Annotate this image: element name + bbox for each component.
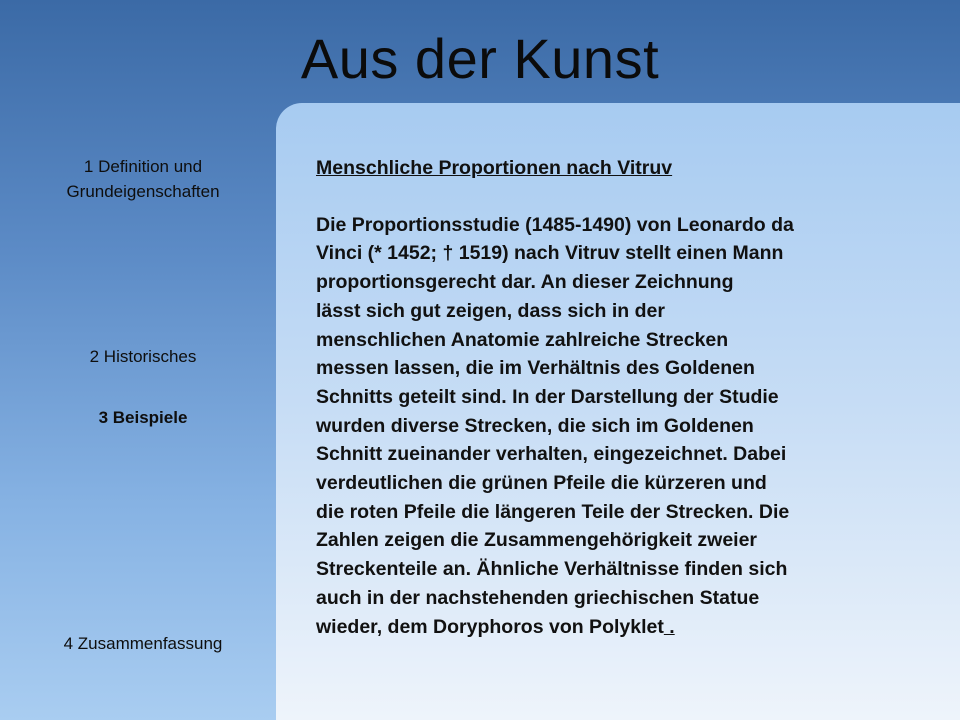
body-paragraph [316,211,916,642]
body-line-last-text: wieder, dem Doryphoros von Polyklet [316,615,664,638]
nav-item-definition-line1: 1 Definition und [83,157,203,176]
body-line: Vinci (* 1452; † 1519) nach Vitruv stellt einen Mann [316,242,784,265]
body-line: menschlichen Anatomie zahlreiche Strecken [316,328,729,351]
body-line: Zahlen zeigen die Zusammengehörigkeit zweier [316,529,758,552]
content-heading: Menschliche Proportionen nach Vitruv [316,157,673,179]
trailing-link[interactable]: . [663,615,675,638]
nav-item-definition-line2: Grundeigenschaften [66,182,220,201]
body-line: Schnitts geteilt sind. In der Darstellung der Studie [316,385,779,408]
slide-title: Aus der Kunst [300,27,660,90]
content-area [316,154,916,641]
body-line: wurden diverse Strecken, die sich im Goldenen [316,414,754,437]
body-line: verdeutlichen die grünen Pfeile die kürzeren und [316,472,767,495]
nav-item-zusammenfassung[interactable]: 4 Zusammenfassung [63,634,223,653]
nav-item-beispiele[interactable]: 3 Beispiele [98,408,188,427]
body-line: die roten Pfeile die längeren Teile der Strecken. Die [316,500,790,523]
body-line-last [316,613,916,642]
nav-item-definition[interactable] [20,154,266,204]
body-line: Die Proportionsstudie (1485-1490) von Leonardo da [316,213,794,236]
body-line: proportionsgerecht dar. An dieser Zeichnung [316,271,734,294]
nav-item-historisches[interactable]: 2 Historisches [89,347,197,366]
body-line: Streckenteile an. Ähnliche Verhältnisse finden sich [316,558,788,581]
body-line: auch in der nachstehenden griechischen Statue [316,586,760,609]
body-line: lässt sich gut zeigen, dass sich in der [316,299,665,322]
body-line: Schnitt zueinander verhalten, eingezeichnet. Dabei [316,443,787,466]
heading-spacer [316,183,916,211]
body-line: messen lassen, die im Verhältnis des Goldenen [316,357,755,380]
